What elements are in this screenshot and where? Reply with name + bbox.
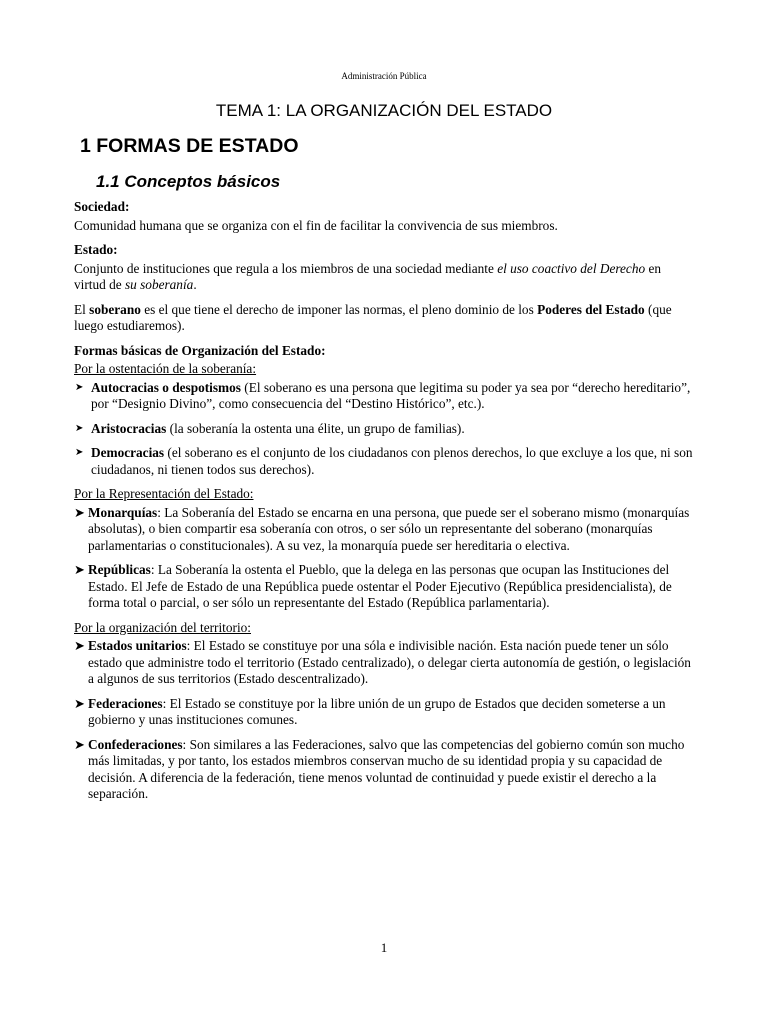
group-heading-territorio: Por la organización del territorio: <box>74 619 251 635</box>
estado-definition: Conjunto de instituciones que regula a los miembros de una sociedad mediante el uso coactivo del Derecho en virtud de su soberanía. <box>74 260 661 292</box>
list-item: ➤ Autocracias o despotismos (El soberano es una persona que legitima su poder ya sea por “derecho hereditario”, por “Designio Divino”, como consecuencia del “Destino Histórico”, etc.). <box>75 379 691 411</box>
representacion-list <box>74 505 694 612</box>
list-item: ➤ Federaciones: El Estado se constituye por la libre unión de un grupo de Estados que deciden someterse a un gobierno y unas instituciones comunes. <box>74 695 666 727</box>
group-heading-representacion: Por la Representación del Estado: <box>74 486 254 501</box>
section-heading: 1 FORMAS DE ESTADO <box>80 135 299 157</box>
arrowhead-bullet-icon: ➤ <box>74 504 85 520</box>
running-header: Administración Pública <box>341 71 427 81</box>
list-item: ➤ Estados unitarios: El Estado se constituye por una sóla e indivisible nación. Esta nación puede tener un sólo estado que administre todo el territorio (Estado centralizado), o delegar cierta autonomía de gestión, o legislación a algunos de sus territorios (Estado descentralizado). <box>74 638 691 686</box>
sociedad-term: Sociedad: <box>74 199 130 214</box>
arrowhead-bullet-icon: ➤ <box>74 695 85 711</box>
estado-term: Estado: <box>74 242 118 257</box>
subsection-heading: 1.1 Conceptos básicos <box>96 172 281 191</box>
arrowhead-bullet-icon: ➤ <box>74 562 85 577</box>
list-item: ➤ Monarquías: La Soberanía del Estado se encarna en una persona, que puede ser el soberano mismo (monarquías absolutas), o bien compartir esa soberanía con otros, o ser sólo un representante del soberano (monarquías parlamentarias o constitucionales). A su vez, la monarquía puede ser hereditaria o electiva. <box>74 504 690 553</box>
sociedad-definition: Comunidad humana que se organiza con el fin de facilitar la convivencia de sus miembros. <box>74 217 558 233</box>
group-heading-soberania: Por la ostentación de la soberanía: <box>74 361 257 376</box>
list-item: ➤ Democracias (el soberano es el conjunto de los ciudadanos con plenos derechos, lo que excluye a los que, ni son ciudadanos, ni tienen todos sus derechos). <box>75 445 693 477</box>
arrowhead-bullet-icon: ➤ <box>75 381 84 393</box>
arrowhead-bullet-icon: ➤ <box>74 638 85 653</box>
page-number: 1 <box>380 940 388 955</box>
arrowhead-bullet-icon: ➤ <box>74 736 85 752</box>
list-item: ➤ Repúblicas: La Soberanía la ostenta el Pueblo, que la delega en las personas que ocupan las Instituciones del Estado. El Jefe de Estado de una República puede ostentar el Poder Ejecutivo (República presidencialista), de forma total o parcial, o ser sólo un representante del Estado (República parlamentaria). <box>74 562 672 610</box>
soberano-paragraph: El soberano es el que tiene el derecho de imponer las normas, el pleno dominio de los Poderes del Estado (que luego estudiaremos). <box>74 301 672 333</box>
list-item: ➤ Aristocracias (la soberanía la ostenta una élite, un grupo de familias). <box>75 420 465 436</box>
soberania-list <box>74 380 694 479</box>
arrowhead-bullet-icon: ➤ <box>75 422 84 434</box>
arrowhead-bullet-icon: ➤ <box>75 447 84 458</box>
formas-heading: Formas básicas de Organización del Estado: <box>74 342 326 358</box>
document-title: TEMA 1: LA ORGANIZACIÓN DEL ESTADO <box>215 101 553 120</box>
list-item: ➤ Confederaciones: Son similares a las Federaciones, salvo que las competencias del gobierno común son mucho más limitadas, y por tanto, los estados miembros conservan mucho de su identidad propia y su capacidad de decisión. A diferencia de la federación, tiene menos voluntad de continuidad y puede existir el derecho a la separación. <box>74 736 685 801</box>
document-body <box>74 199 694 811</box>
territorio-list <box>74 638 694 803</box>
